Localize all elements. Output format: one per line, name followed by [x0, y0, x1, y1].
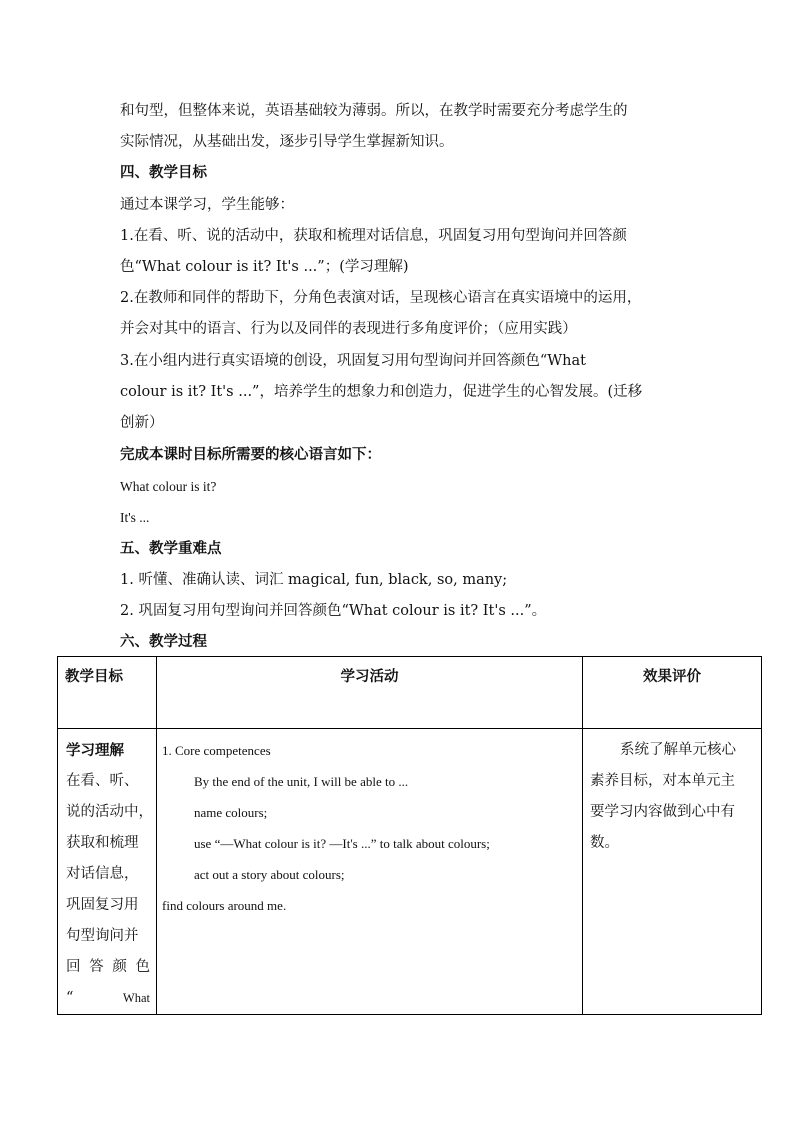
- evaluation-line: 素养目标，对本单元主: [590, 773, 735, 789]
- goal-title: 学习理解: [66, 742, 124, 759]
- section-heading-key-points: 五、教学重难点: [120, 540, 222, 557]
- core-language-title: 完成本课时目标所需要的核心语言如下：: [120, 446, 381, 463]
- header-cell: 学习活动: [157, 657, 583, 729]
- evaluation-cell: [583, 729, 762, 1015]
- goal-line: 说的活动中，: [66, 804, 153, 820]
- objective-line: 色“What colour is it? It's ...”；(学习理解): [120, 259, 409, 275]
- table-header-row: [58, 657, 762, 729]
- evaluation-line: 要学习内容做到心中有: [590, 804, 735, 820]
- paragraph-line: 和句型，但整体来说，英语基础较为薄弱。所以，在教学时需要充分考虑学生的: [120, 103, 628, 119]
- objective-line: 创新）: [120, 415, 164, 431]
- core-language-line: It's ...: [120, 510, 150, 525]
- header-cell: 效果评价: [583, 657, 762, 729]
- activity-cell: [157, 729, 583, 1015]
- objective-line: 1.在看、听、说的活动中，获取和梳理对话信息，巩固复习用句型询问并回答颜: [120, 228, 627, 244]
- goal-line: 在看、听、: [66, 773, 139, 789]
- activity-line: find colours around me.: [162, 898, 287, 913]
- objective-line: 2.在教师和同伴的帮助下，分角色表演对话，呈现核心语言在真实语境中的运用，: [120, 290, 642, 306]
- goal-line: 回 答 颜 色: [66, 959, 150, 975]
- objective-line: 3.在小组内进行真实语境的创设，巩固复习用句型询问并回答颜色“What: [120, 353, 586, 369]
- goal-line: 巩固复习用: [66, 897, 139, 913]
- goal-line: 句型询问并: [66, 928, 139, 944]
- goal-cell: [58, 729, 157, 1015]
- evaluation-line: 系统了解单元核心: [620, 742, 736, 758]
- header-cell: 教学目标: [58, 657, 157, 729]
- section-heading-objectives: 四、教学目标: [120, 164, 207, 181]
- core-language-line: What colour is it?: [120, 479, 217, 494]
- goal-line: 对话信息，: [66, 866, 139, 882]
- activity-line: name colours;: [194, 805, 268, 820]
- teaching-process-table: [57, 656, 762, 1015]
- table-row: [58, 729, 762, 1015]
- evaluation-line: 数。: [590, 835, 619, 851]
- goal-line: “ What: [66, 990, 150, 1006]
- objective-line: 并会对其中的语言、行为以及同伴的表现进行多角度评价；（应用实践）: [120, 321, 577, 337]
- paragraph-line: 实际情况，从基础出发，逐步引导学生掌握新知识。: [120, 134, 454, 150]
- activity-line: use “—What colour is it? —It's ...” to talk about colours;: [194, 836, 490, 851]
- key-point-line: 1. 听懂、准确认读、词汇 magical, fun, black, so, many;: [120, 572, 508, 588]
- objective-line: colour is it? It's ...”，培养学生的想象力和创造力，促进学生的心智发展。(迁移: [120, 384, 643, 400]
- section-heading-process: 六、教学过程: [120, 633, 207, 650]
- activity-line: act out a story about colours;: [194, 867, 345, 882]
- paragraph-line: 通过本课学习，学生能够：: [120, 197, 294, 213]
- key-point-line: 2. 巩固复习用句型询问并回答颜色“What colour is it? It's ...”。: [120, 603, 547, 619]
- goal-line: 获取和梳理: [66, 835, 139, 851]
- activity-line: 1. Core competences: [162, 743, 271, 758]
- activity-line: By the end of the unit, I will be able to ...: [194, 774, 409, 789]
